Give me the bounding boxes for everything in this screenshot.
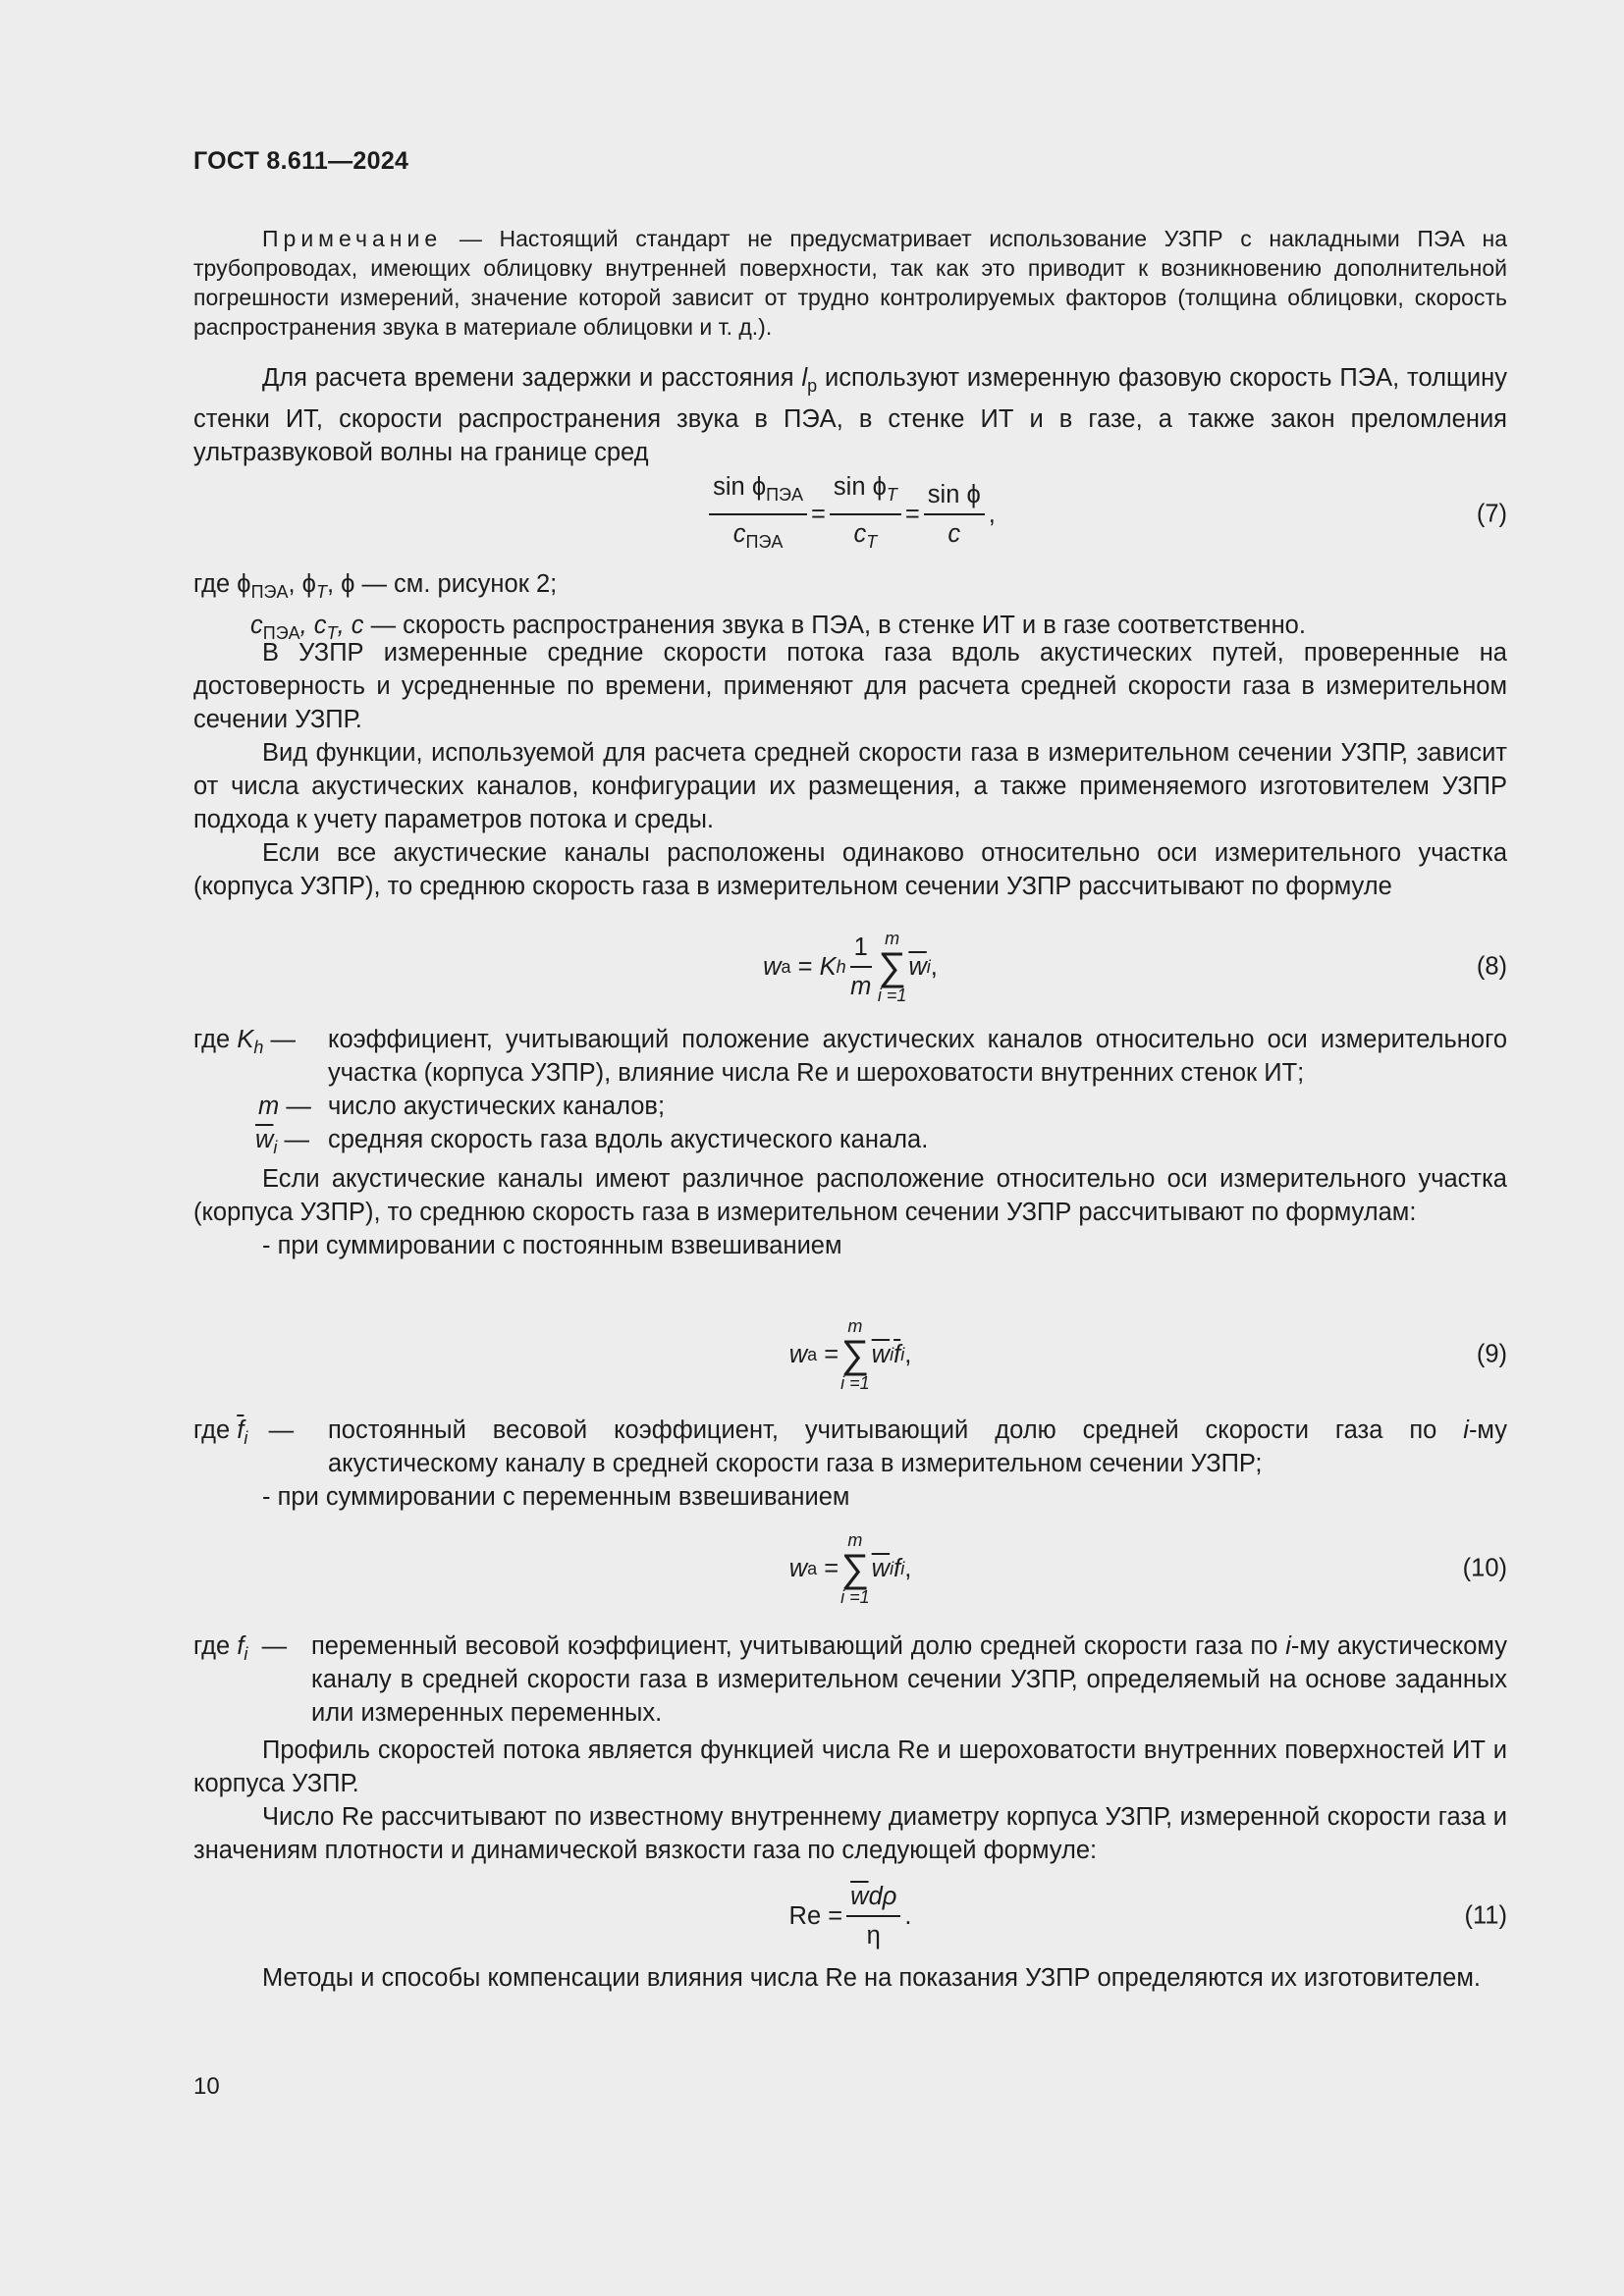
eq10-number: (10) (1462, 1554, 1507, 1582)
paragraph-2: В УЗПР измеренные средние скорости потока газа вдоль акустических путей, проверенные на достоверность и усредненные по времени, применяют для расчета средней скорости газа в измерительном сечении УЗПР. (193, 639, 1507, 733)
page-number: 10 (193, 2073, 220, 2100)
equation-10: w a = m ∑ i =1 $\overline{w}$ i f i , (10) (788, 1530, 1507, 1607)
list-item-constant: - при суммировании с постоянным взвешиванием (262, 1232, 842, 1259)
eq8-sum: m ∑ i =1 (877, 929, 907, 1005)
eq10-sum: m ∑ i =1 (840, 1530, 870, 1607)
equation-7: $\frac{\sin \phi_{ПЭА}}{c_{ПЭА}}$ = $\frac{\sin \phi_T}{c_T}$ = $\frac{\text{sin ϕ}}{c}$ , (7) (193, 475, 1507, 554)
eq9-sum: m ∑ i =1 (840, 1316, 870, 1393)
para1-text-end: используют измеренную фазовую скорость ПЭА, толщину стенки ИТ, скорости распространения звука в ПЭА, в стенке ИТ и в газе, а также закон преломления ультразвуковой волны на границе сред (193, 364, 1508, 467)
eq11-number: (11) (1464, 1901, 1507, 1930)
eq7-number: (7) (1476, 500, 1507, 528)
paragraphs-2-4 (193, 636, 1507, 903)
paragraph-8: Методы и способы компенсации влияния числа Re на показания УЗПР определяются их изготовителем. (262, 1964, 1481, 1992)
eq7-equals-2: = (904, 500, 920, 528)
var-l-sub: p (807, 376, 818, 397)
paragraph-4: Если все акустические каналы расположены одинаково относительно оси измерительного участка (корпуса УЗПР), то среднюю скорость газа в измерительном сечении УЗПР рассчитывают по формуле (193, 839, 1507, 900)
equation-9: w a = m ∑ i =1 $\overline{w}$ i $\overline{f}$ i , (9) (788, 1316, 1507, 1393)
where7-line-1: где $\phi_{ПЭА}$, $\phi_T$, ϕ — см. рисунок 2; (193, 570, 558, 603)
equation-11: Re = $\frac{\overline{w}d\rho}{\eta}$ . (11) (788, 1883, 1507, 1949)
paragraph-5: Если акустические каналы имеют различное расположение относительно оси измерительного участка (корпуса УЗПР), то среднюю скорость газа в измерительном сечении УЗПР рассчитывают по формулам: - при суммировании с постоянным взвешиванием (193, 1162, 1507, 1262)
paragraph-6: Профиль скоростей потока является функцией числа Re и шероховатости внутренних поверхностей ИТ и корпуса УЗПР. (193, 1736, 1507, 1797)
var-l: l (801, 364, 808, 392)
where8-item-3: $\overline{w}_i$ — средняя скорость газа вдоль акустического канала. (255, 1126, 929, 1158)
where7-line-2: $c_{ПЭА}$, $c_T$, c — скорость распространения звука в ПЭА, в стенке ИТ и в газе соответственно. (250, 612, 1306, 644)
note-text: — Настоящий стандарт не предусматривает использование УЗПР с накладными ПЭА на трубопроводах, имеющих облицовку внутренней поверхности, так как это приводит к возникновению дополнительной погрешности измерений, значение которой зависит от трудно контролируемых факторов (толщина облицовки, скорость распространения звука в материале облицовки и т. д.). (193, 226, 1507, 340)
eq7-fraction-1: $\frac{\sin \phi_{ПЭА}}{c_{ПЭА}}$ (709, 472, 807, 557)
eq11-fraction: $\frac{\overline{w}d\rho}{\eta}$ (846, 1882, 900, 1950)
para1-text-start: Для расчета времени задержки и расстояния (262, 364, 802, 392)
paragraphs-6-7 (193, 1734, 1507, 1867)
paragraph-7: Число Re рассчитывают по известному внутреннему диаметру корпуса УЗПР, измеренной скорости газа и значениям плотности и динамической вязкости газа по следующей формуле: (193, 1803, 1507, 1864)
where-10: где $f_i$ — переменный весовой коэффициент, учитывающий долю средней скорости газа по i-му акустическому каналу в средней скорости газа в измерительном сечении УЗПР, определяемый на основе заданных или измеренных переменных. (193, 1632, 1507, 1727)
eq7-fraction-3: $\frac{\text{sin ϕ}}{c}$ (924, 480, 985, 549)
eq7-fraction-2: $\frac{\sin \phi_T}{c_T}$ (830, 472, 901, 557)
equation-8: w a = K h $\frac{1}{m}$ m ∑ i =1 $\overline{w}$ i , (8) (763, 929, 1507, 1005)
eq7-equals-1: = (811, 500, 826, 528)
eq8-fraction: $\frac{1}{m}$ (850, 934, 872, 1000)
eq9-number: (9) (1476, 1340, 1507, 1368)
paragraph-3: Вид функции, используемой для расчета средней скорости газа в измерительном сечении УЗПР, зависит от числа акустических каналов, конфигурации их размещения, а также применяемого изготовителем УЗПР подхода к учету параметров потока и среды. (193, 739, 1507, 833)
where8-item-1: где $K_h$ — коэффициент, учитывающий положение акустических каналов относительно оси измерительного участка (корпуса УЗПР), влияние числа Re и шероховатости внутренних стенок ИТ; (193, 1026, 1507, 1087)
note-block (193, 224, 1507, 342)
where-9: где $\overline{f}_i$ — постоянный весовой коэффициент, учитывающий долю средней скорости газа по i-му акустическому каналу в средней скорости газа в измерительном сечении УЗПР; - при суммировании с переменным взвешиванием (193, 1414, 1507, 1514)
paragraph-1 (193, 361, 1507, 469)
eq8-number: (8) (1476, 952, 1507, 981)
where-8 (193, 1023, 1507, 1164)
where8-item-2: m — число акустических каналов; (258, 1093, 666, 1120)
document-header: ГОСТ 8.611—2024 (193, 147, 409, 175)
note-label: Примечание (262, 226, 443, 251)
list-item-variable: - при суммировании с переменным взвешиванием (262, 1483, 850, 1511)
